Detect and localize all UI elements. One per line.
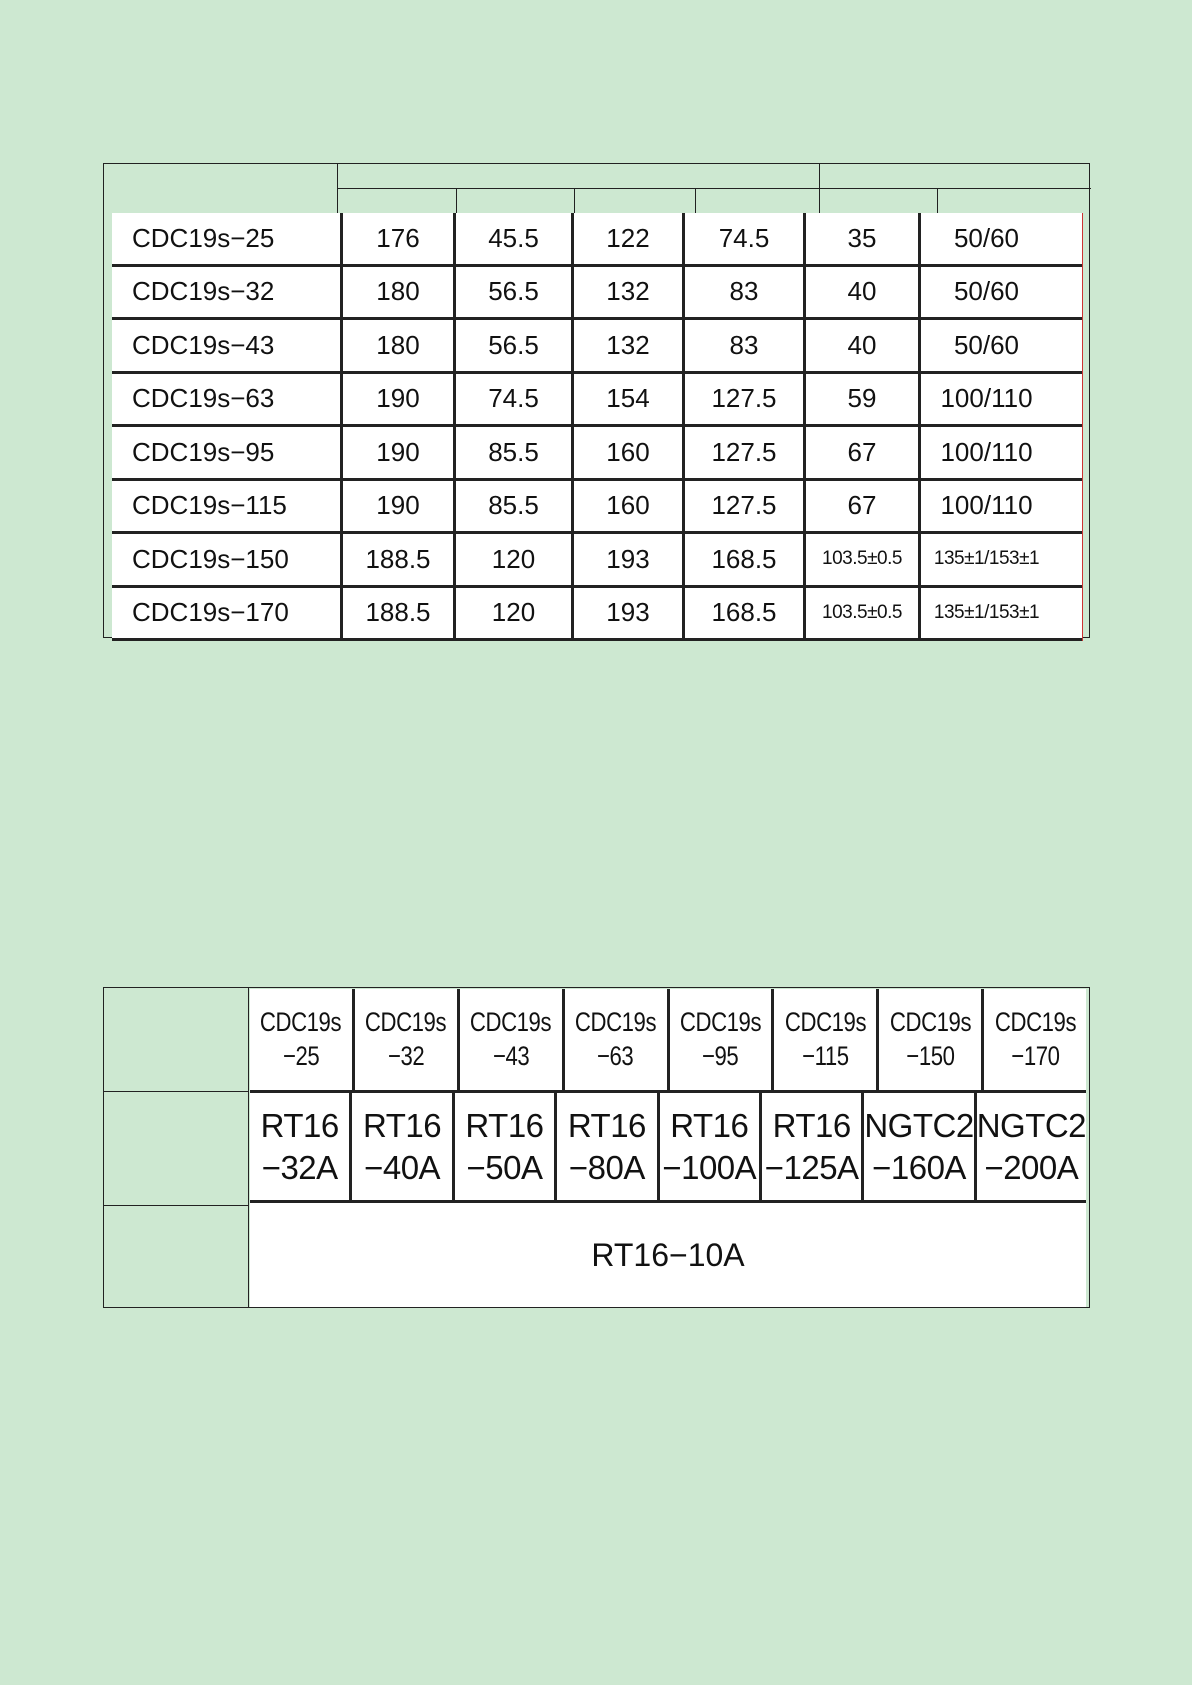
value-cell: 35 — [803, 213, 918, 264]
value-cell: 56.5 — [453, 320, 571, 371]
value-cell: 67 — [803, 427, 918, 478]
main-fuse-cell-line: −40A — [364, 1148, 441, 1186]
value-cell: 67 — [803, 481, 918, 532]
model-cell-line: CDC19s — [994, 1006, 1076, 1037]
model-cell-line: −115 — [802, 1040, 849, 1071]
value-cell: 180 — [340, 267, 453, 318]
table-row — [112, 213, 1082, 267]
value-cell: 50/60 — [918, 213, 1052, 264]
value-cell: 83 — [682, 320, 803, 371]
value-cell: 120 — [453, 588, 571, 639]
model-cell-line: CDC19s — [260, 1006, 342, 1037]
value-cell: 50/60 — [918, 320, 1052, 371]
value-cell: 74.5 — [453, 374, 571, 425]
value-cell: 135±1/153±1 — [918, 588, 1052, 639]
model-cell-line: −150 — [906, 1040, 955, 1071]
value-cell: 180 — [340, 320, 453, 371]
fuse-table — [103, 987, 1090, 1308]
dimension-table-header — [104, 164, 1089, 214]
value-cell: 168.5 — [682, 588, 803, 639]
value-cell: 135±1/153±1 — [918, 534, 1052, 585]
control-fuse-cell: RT16−10A — [591, 1236, 745, 1273]
value-cell: 100/110 — [918, 374, 1052, 425]
value-cell: 160 — [571, 481, 682, 532]
main-fuse-cell-line: −50A — [466, 1148, 543, 1186]
value-cell: 74.5 — [682, 213, 803, 264]
model-cell-line: CDC19s — [574, 1006, 657, 1037]
table-row — [112, 320, 1082, 374]
value-cell: 59 — [803, 374, 918, 425]
value-cell: 45.5 — [453, 213, 571, 264]
value-cell: 85.5 — [453, 481, 571, 532]
main-fuse-cell-line: NGTC2 — [864, 1107, 974, 1145]
model-cell-line: −32 — [387, 1040, 424, 1071]
main-fuse-cell — [974, 1093, 1086, 1200]
value-cell: 127.5 — [682, 481, 803, 532]
model-cell-line: −95 — [702, 1040, 739, 1071]
main-fuse-cell — [554, 1093, 656, 1200]
main-fuse-cell-line: −200A — [984, 1148, 1079, 1186]
value-cell: 188.5 — [340, 534, 453, 585]
value-cell: 188.5 — [340, 588, 453, 639]
value-cell: 103.5±0.5 — [803, 588, 918, 639]
main-fuse-cell-line: RT16 — [567, 1107, 646, 1145]
model-cell — [771, 989, 876, 1090]
main-fuse-cell-line: −125A — [764, 1148, 859, 1186]
model-cell: CDC19s−115 — [132, 490, 287, 521]
value-cell: 120 — [453, 534, 571, 585]
fuse-table-content — [250, 989, 1086, 1307]
main-fuse-cell-line: −100A — [662, 1148, 757, 1186]
model-cell-line: −43 — [492, 1040, 529, 1071]
main-fuse-row — [250, 1093, 1086, 1200]
value-cell: 190 — [340, 374, 453, 425]
table-row — [112, 588, 1082, 642]
main-fuse-cell-line: RT16 — [772, 1107, 851, 1145]
value-cell: 154 — [571, 374, 682, 425]
model-cell — [250, 989, 352, 1090]
value-cell: 193 — [571, 588, 682, 639]
value-cell: 168.5 — [682, 534, 803, 585]
model-cell: CDC19s−150 — [132, 543, 289, 574]
main-fuse-cell-line: −80A — [568, 1148, 645, 1186]
main-fuse-cell-line: RT16 — [465, 1107, 544, 1145]
main-fuse-cell — [349, 1093, 451, 1200]
value-cell: 122 — [571, 213, 682, 264]
value-cell: 56.5 — [453, 267, 571, 318]
model-cell — [876, 989, 981, 1090]
main-fuse-cell — [250, 1093, 349, 1200]
model-cell: CDC19s−43 — [132, 329, 275, 360]
model-cell — [562, 989, 667, 1090]
main-fuse-cell — [657, 1093, 759, 1200]
value-cell: 127.5 — [682, 427, 803, 478]
main-fuse-cell-line: NGTC2 — [976, 1107, 1087, 1145]
fuse-table-divider — [248, 988, 249, 1307]
model-cell-line: −170 — [1010, 1040, 1060, 1071]
dimension-table-body — [112, 213, 1083, 641]
table-row — [112, 374, 1082, 428]
model-cell — [667, 989, 772, 1090]
table-row — [112, 427, 1082, 481]
value-cell: 176 — [340, 213, 453, 264]
value-cell: 40 — [803, 267, 918, 318]
model-row — [250, 989, 1086, 1090]
model-cell-line: CDC19s — [470, 1006, 552, 1037]
main-fuse-cell — [452, 1093, 554, 1200]
value-cell: 100/110 — [918, 481, 1052, 532]
value-cell: 127.5 — [682, 374, 803, 425]
model-cell — [352, 989, 457, 1090]
model-cell — [981, 989, 1086, 1090]
model-cell: CDC19s−95 — [132, 436, 275, 467]
model-cell-line: −25 — [282, 1040, 320, 1071]
value-cell: 193 — [571, 534, 682, 585]
model-cell: CDC19s−170 — [132, 597, 289, 628]
value-cell: 83 — [682, 267, 803, 318]
value-cell: 190 — [340, 481, 453, 532]
main-fuse-cell-line: RT16 — [363, 1107, 442, 1145]
value-cell: 40 — [803, 320, 918, 371]
model-cell — [457, 989, 562, 1090]
dimension-table — [103, 163, 1090, 638]
fuse-table-row-divider — [104, 1205, 248, 1206]
value-cell: 100/110 — [918, 427, 1052, 478]
value-cell: 160 — [571, 427, 682, 478]
main-fuse-cell — [861, 1093, 973, 1200]
model-cell-line: CDC19s — [889, 1006, 971, 1037]
table-row — [112, 267, 1082, 321]
main-fuse-cell-line: −32A — [261, 1148, 338, 1186]
value-cell: 132 — [571, 320, 682, 371]
value-cell: 85.5 — [453, 427, 571, 478]
model-cell: CDC19s−25 — [132, 222, 275, 253]
main-fuse-cell-line: −160A — [872, 1148, 966, 1186]
model-cell-line: CDC19s — [679, 1006, 762, 1037]
model-cell-line: CDC19s — [784, 1006, 866, 1037]
model-cell: CDC19s−32 — [132, 276, 275, 307]
fuse-table-row-divider — [104, 1091, 248, 1092]
value-cell: 103.5±0.5 — [803, 534, 918, 585]
main-fuse-cell-line: RT16 — [670, 1107, 749, 1145]
value-cell: 132 — [571, 267, 682, 318]
model-cell: CDC19s−63 — [132, 383, 275, 414]
table-row — [112, 534, 1082, 588]
table-row — [112, 481, 1082, 535]
model-cell-line: CDC19s — [365, 1006, 447, 1037]
model-cell-line: −63 — [597, 1040, 634, 1071]
main-fuse-cell — [759, 1093, 861, 1200]
value-cell: 190 — [340, 427, 453, 478]
main-fuse-cell-line: RT16 — [260, 1107, 339, 1145]
value-cell: 50/60 — [918, 267, 1052, 318]
